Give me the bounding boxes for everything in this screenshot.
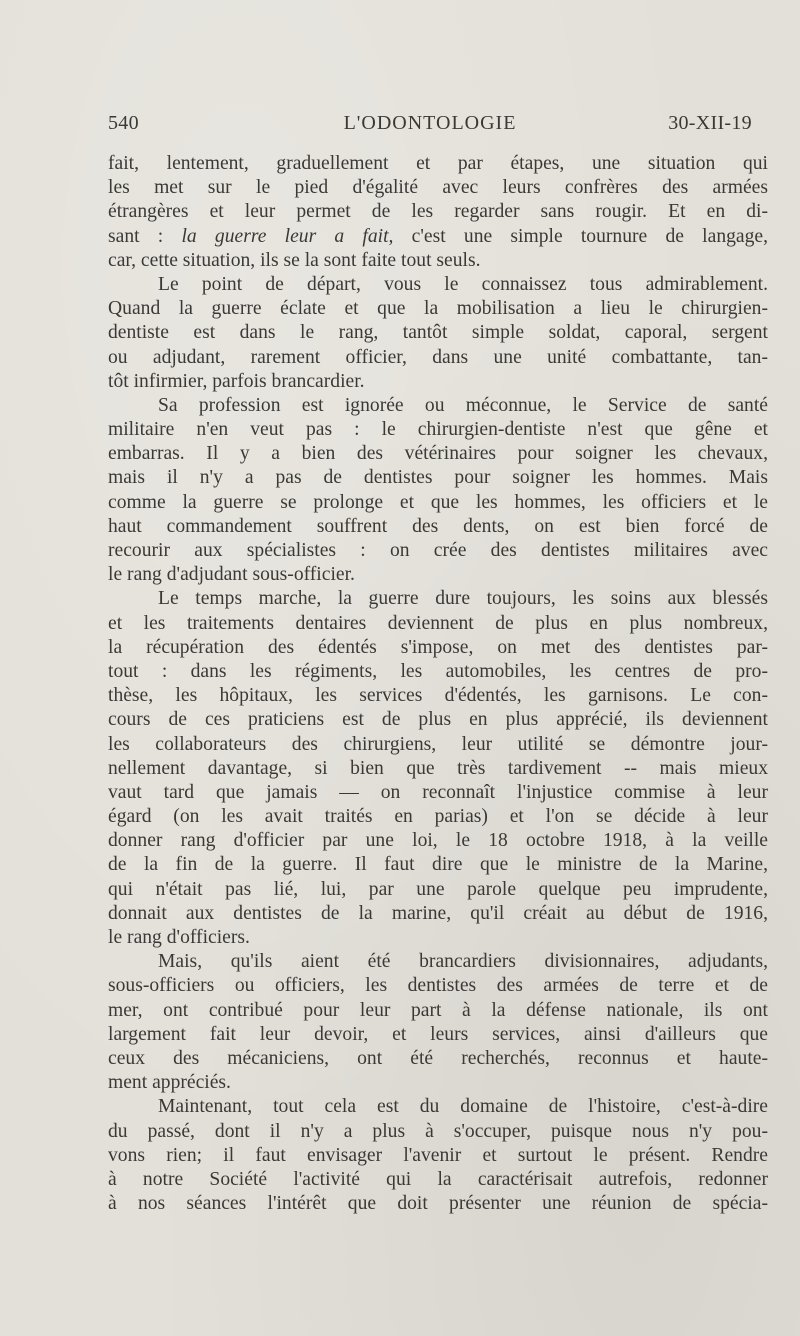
text-line: embarras. Il y a bien des vétérinaires pour soigner les chevaux,	[108, 443, 768, 465]
body-text	[108, 152, 768, 1216]
text-line: mer, ont contribué pour leur part à la défense nationale, ils ont	[108, 999, 768, 1021]
text-line: recourir aux spécialistes : on crée des dentistes militaires avec	[108, 540, 768, 561]
text-line: et les traitements dentaires deviennent de plus en plus nombreux,	[108, 612, 768, 634]
issue-date: 30-XII-19	[668, 112, 752, 134]
text-line: de la fin de la guerre. Il faut dire que le ministre de la Marine,	[108, 854, 768, 876]
text-line: Quand la guerre éclate et que la mobilisation a lieu le chirurgien-	[108, 298, 768, 320]
italic-quote: la guerre leur a fait,	[181, 225, 394, 247]
text-line: qui n'était pas lié, lui, par une parole quelque peu imprudente,	[108, 878, 768, 900]
text-line: les collaborateurs des chirurgiens, leur utilité se démontre jour-	[108, 733, 768, 755]
text-line: largement fait leur devoir, et leurs services, ainsi d'ailleurs que	[108, 1023, 768, 1045]
page-number: 540	[108, 112, 139, 134]
text-line: Maintenant, tout cela est du domaine de l'histoire, c'est-à-dire	[158, 1096, 768, 1118]
text-line: étrangères et leur permet de les regarder sans rougir. Et en di-	[108, 201, 768, 223]
text-line: comme la guerre se prolonge et que les hommes, les officiers et le	[108, 491, 768, 513]
running-head	[108, 112, 752, 142]
text-line: nellement davantage, si bien que très tardivement -- mais mieux	[108, 757, 768, 779]
text-line: ou adjudant, rarement officier, dans une unité combattante, tan-	[108, 346, 768, 368]
text-line: vons rien; il faut envisager l'avenir et surtout le présent. Rendre	[108, 1144, 768, 1166]
journal-title: L'ODONTOLOGIE	[343, 112, 517, 134]
text-line: égard (on les avait traités en parias) et l'on se décide à leur	[108, 806, 768, 828]
text-line: donnait aux dentistes de la marine, qu'il créait au début de 1916,	[108, 902, 768, 924]
text-line: Sa profession est ignorée ou méconnue, le Service de santé	[158, 394, 768, 416]
text-line: sous-officiers ou officiers, les dentistes des armées de terre et de	[108, 975, 768, 997]
text-line: vaut tard que jamais — on reconnaît l'injustice commise à leur	[108, 781, 768, 803]
text-line: à nos séances l'intérêt que doit présenter une réunion de spécia-	[108, 1193, 768, 1215]
text-line: Le point de départ, vous le connaissez tous admirablement.	[158, 273, 768, 295]
text-line: tôt infirmier, parfois brancardier.	[108, 370, 365, 392]
text-line: du passé, dont il n'y a plus à s'occuper, puisque nous n'y pou-	[108, 1120, 768, 1142]
text-line: donner rang d'officier par une loi, le 18 octobre 1918, à la veille	[108, 830, 768, 852]
text-line: cours de ces praticiens est de plus en plus apprécié, ils deviennent	[108, 709, 768, 731]
text-line: tout : dans les régiments, les automobiles, les centres de pro-	[108, 660, 768, 682]
text-line: dentiste est dans le rang, tantôt simple soldat, caporal, sergent	[108, 322, 768, 344]
text-line: haut commandement souffrent des dents, on est bien forcé de	[108, 515, 768, 537]
text-line: la récupération des édentés s'impose, on met des dentistes par-	[108, 636, 768, 658]
text-line: à notre Société l'activité qui la caractérisait autrefois, redonner	[108, 1168, 768, 1190]
text-line: sant : la guerre leur a fait, c'est une simple tournure de langage,	[108, 225, 768, 247]
text-line: le rang d'adjudant sous-officier.	[108, 564, 355, 586]
text-line: le rang d'officiers.	[108, 927, 250, 948]
text-line: ceux des mécaniciens, ont été recherchés, reconnus et haute-	[108, 1047, 768, 1069]
text-line: militaire n'en veut pas : le chirurgien-dentiste n'est que gêne et	[108, 419, 768, 441]
text-line: les met sur le pied d'égalité avec leurs confrères des armées	[108, 177, 768, 199]
text-line: car, cette situation, ils se la sont faite tout seuls.	[108, 249, 481, 271]
text-line: ment appréciés.	[108, 1072, 231, 1094]
text-line: thèse, les hôpitaux, les services d'édentés, les garnisons. Le con-	[108, 685, 768, 707]
text-line: Le temps marche, la guerre dure toujours, les soins aux blessés	[158, 588, 768, 610]
text-line: fait, lentement, graduellement et par étapes, une situation qui	[108, 153, 768, 174]
text-line: Mais, qu'ils aient été brancardiers divisionnaires, adjudants,	[158, 951, 768, 973]
text-line: mais il n'y a pas de dentistes pour soigner les hommes. Mais	[108, 467, 768, 489]
